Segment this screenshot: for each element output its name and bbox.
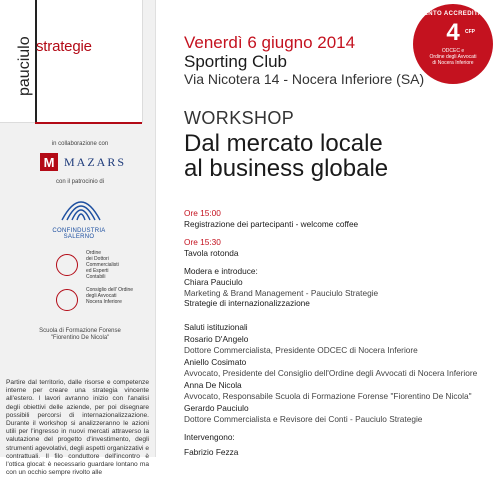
odcec-seal-icon [56,254,78,276]
workshop-title: Dal mercato locale al business globale [184,130,389,182]
logo-underline [35,122,142,124]
agenda-item: Registrazione dei partecipanti - welcome coffee [184,219,359,229]
scuola-label: Scuola di Formazione Forense "Fiorentino De Nicola" [39,328,121,341]
speaker-role: Dottore Commercialista e Revisore dei Conti - Pauciulo Strategie [184,414,423,424]
collab-label: in collaborazione con [51,141,109,147]
agenda-time: Ore 15:30 [184,237,221,247]
speaker-name: Anna De Nicola [184,380,242,390]
confindustria-label: CONFINDUSTRIA SALERNO [52,228,106,240]
pauciulo-logo [0,0,143,123]
badge-top-text: EVENTO ACCREDITATO [415,11,491,17]
speaker-name: Aniello Cosimato [184,357,247,367]
mazars-word: MAZARS [64,154,127,169]
moderator-name: Chiara Pauciulo [184,277,243,287]
avvocati-label: Consiglio dell' Ordine degli Avvocati Nocera Inferiore [86,287,134,305]
workshop-label: WORKSHOP [184,108,295,128]
badge-cfp: CFP [465,29,475,35]
event-date: Venerdì 6 giugno 2014 [184,33,356,52]
mazars-logo [40,152,140,172]
logo-divider [35,0,37,122]
logo-pauciulo: pauciulo [16,36,33,96]
speaker-name: Rosario D'Angelo [184,334,249,344]
patrocinio-label: con il patrocinio di [55,179,105,185]
confindustria-icon [58,190,104,226]
saluti-label: Saluti istituzionali [184,322,248,332]
speaker-name: Fabrizio Fezza [184,447,239,457]
mazars-mark: M [40,153,58,171]
logo-strategie: strategie [36,38,92,55]
accreditation-badge [413,4,493,84]
event-address: Via Nicotera 14 - Nocera Inferiore (SA) [184,71,425,87]
badge-number: 4 [446,19,460,46]
speaker-role: Dottore Commercialista, Presidente ODCEC di Nocera Inferiore [184,345,418,355]
speaker-role: Avvocato, Presidente del Consiglio dell'Ordine degli Avvocati di Nocera Inferiore [184,368,478,378]
speaker-name: Gerardo Pauciulo [184,403,249,413]
moderator-topic: Strategie di internazionalizzazione [184,298,310,308]
moderator-label: Modera e introduce: [184,266,258,276]
moderator-role: Marketing & Brand Management - Pauciulo Strategie [184,288,379,298]
avvocati-seal-icon [56,289,78,311]
intro-paragraph: Partire dal territorio, dalle risorse e competenze interne per creare una strategia vincente all'estero. I lavori avranno inizio con l'analisi degli obiettivi delle aziende, per poi disegnare possibili percorsi di internazionalizzazione. Durante il workshop si analizzeranno le azioni utili per l'ingresso in nuovi mercati attraverso la valutazione del progetto d'investimento, degli strumenti agevolativi, degli aspetti organizzativi e contrattuali. Il filo conduttore dell'incontro è l'ottica glocal: è necessario guardare lontano ma con un occhio sempre rivolto alle [6,379,149,477]
event-venue: Sporting Club [184,52,288,71]
agenda-item: Tavola rotonda [184,248,239,258]
badge-subtext: ODCEC e Ordine degli Avvocati di Nocera Inferiore [429,48,477,66]
interventi-label: Intervengono: [184,432,235,442]
sidebar-panel [0,0,156,477]
odcec-label: Ordine dei Dottori Commercialisti ed Esperti Contabili [86,250,119,280]
speaker-role: Avvocato, Responsabile Scuola di Formazione Forense "Fiorentino De Nicola" [184,391,472,401]
agenda-time: Ore 15:00 [184,208,221,218]
